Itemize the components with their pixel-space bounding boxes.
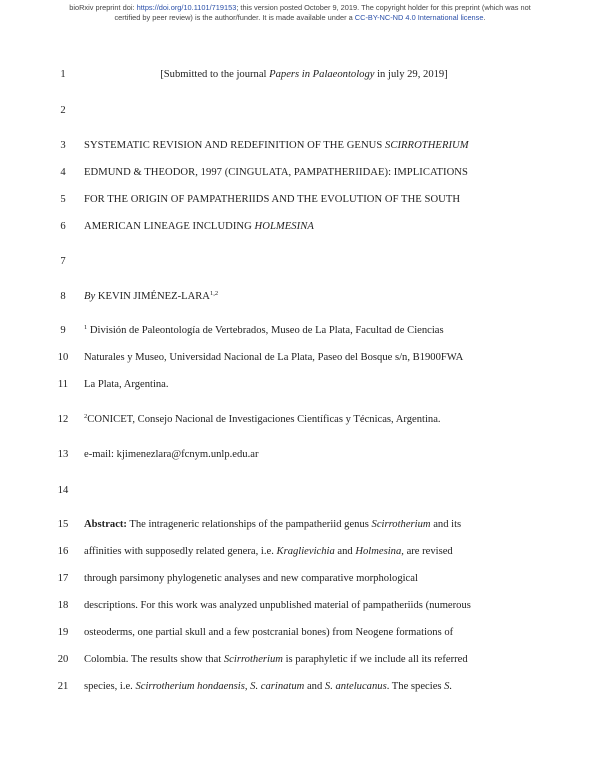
- license-link[interactable]: CC-BY-NC-ND 4.0 International license: [354, 13, 484, 22]
- line-number: 11: [57, 379, 69, 390]
- abstract-line-6: Colombia. The results show that Scirrotherium is paraphyletic if we include all its referred: [84, 654, 468, 665]
- line-number: 7: [60, 256, 66, 267]
- line-number: 19: [57, 627, 69, 638]
- line-number: 3: [60, 140, 66, 151]
- line-number: 4: [60, 167, 66, 178]
- affiliation-1-line-1: $^1$ División de Paleontología de Vertebrados, Museo de La Plata, Facultad de Ciencias: [84, 324, 444, 336]
- banner-line-2: [0, 13, 600, 23]
- line-number: 20: [57, 654, 69, 665]
- title-line-4: AMERICAN LINEAGE INCLUDING HOLMESINA: [84, 221, 314, 232]
- line-number: 6: [60, 221, 66, 232]
- line-number: 17: [57, 573, 69, 584]
- line-number: 2: [60, 105, 66, 116]
- affiliation-1-line-3: La Plata, Argentina.: [84, 379, 169, 390]
- line-number: 15: [57, 519, 69, 530]
- line-number: 18: [57, 600, 69, 611]
- line-number: 5: [60, 194, 66, 205]
- author-name: KEVIN JIMÉNEZ-LARA: [95, 291, 210, 302]
- line-number: 9: [60, 325, 66, 336]
- title-line-1: SYSTEMATIC REVISION AND REDEFINITION OF THE GENUS SCIRROTHERIUM: [84, 140, 469, 151]
- doi-link[interactable]: https://doi.org/10.1101/719153: [136, 3, 237, 12]
- line-number: 8: [60, 291, 66, 302]
- line-number: 10: [57, 352, 69, 363]
- abstract-line-2: affinities with supposedly related genera, i.e. Kraglievichia and Holmesina, are revised: [84, 546, 453, 557]
- title-line-3: FOR THE ORIGIN OF PAMPATHERIIDS AND THE EVOLUTION OF THE SOUTH: [84, 194, 461, 205]
- affiliation-2: $^2$CONICET, Consejo Nacional de Investigaciones Científicas y Técnicas, Argentina.: [84, 413, 441, 425]
- abstract-line-7: species, i.e. Scirrotherium hondaensis, S. carinatum and S. antelucanus. The species S.: [84, 681, 453, 692]
- banner-prefix: bioRxiv preprint doi:: [69, 3, 137, 12]
- banner-license-text: certified by peer review) is the author/funder. It is made available under a: [114, 13, 355, 22]
- title-line-2: EDMUND & THEODOR, 1997 (CINGULATA, PAMPATHERIIDAE): IMPLICATIONS: [84, 167, 468, 178]
- abstract-line-1: Abstract: The intrageneric relationships of the pampatheriid genus Scirrotherium and its: [84, 519, 462, 530]
- journal-name: Papers in Palaeontology: [269, 69, 375, 80]
- abstract-line-5: osteoderms, one partial skull and a few postcranial bones) from Neogene formations of: [84, 627, 454, 638]
- affiliation-1-line-2: Naturales y Museo, Universidad Nacional de La Plata, Paseo del Bosque s/n, B1900FWA: [84, 352, 464, 363]
- banner-copyright-text: ; this version posted October 9, 2019. The copyright holder for this preprint (which was not: [236, 3, 531, 12]
- line-number: 13: [57, 449, 69, 460]
- line-number: 21: [57, 681, 69, 692]
- email: e-mail: kjimenezlara@fcnym.unlp.edu.ar: [84, 449, 259, 460]
- line-number: 12: [57, 414, 69, 425]
- preprint-banner: [0, 3, 600, 23]
- abstract-line-3: through parsimony phylogenetic analyses and new comparative morphological: [84, 573, 418, 584]
- abstract-label: Abstract:: [84, 519, 127, 530]
- line-number: 1: [60, 69, 66, 80]
- banner-end: .: [483, 13, 486, 22]
- author-line: By KEVIN JIMÉNEZ-LARA$^{1,2}$: [84, 290, 219, 302]
- submission-note: [Submitted to the journal Papers in Palaeontology in july 29, 2019]: [160, 69, 448, 80]
- line-number: 16: [57, 546, 69, 557]
- banner-line-1: [0, 3, 600, 13]
- abstract-line-4: descriptions. For this work was analyzed unpublished material of pampatheriids (numerous: [84, 600, 471, 611]
- line-number: 14: [57, 485, 69, 496]
